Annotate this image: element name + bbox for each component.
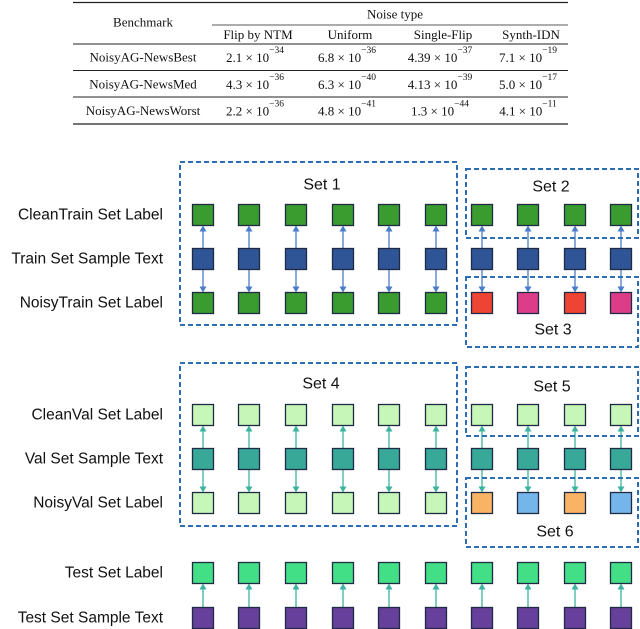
test-label-square <box>472 563 493 584</box>
val-text-square <box>518 449 539 470</box>
exponent: −39 <box>457 73 473 83</box>
column-header: Uniform <box>327 27 373 42</box>
train-text-square <box>193 249 214 270</box>
test-text-square <box>472 608 493 629</box>
arrow-head-icon <box>386 287 393 293</box>
row-label-train-text: Train Set Sample Text <box>11 250 163 268</box>
set-5-label: Set 5 <box>533 378 571 396</box>
set-1-label: Set 1 <box>303 176 341 194</box>
exponent: −36 <box>269 73 284 83</box>
test-text-square <box>193 608 214 629</box>
column-header: Flip by NTM <box>223 27 293 42</box>
arrow-head-icon <box>525 584 532 590</box>
test-text-square <box>518 608 539 629</box>
test-text-square <box>611 608 632 629</box>
arrow-head-icon <box>246 426 253 432</box>
clean-train-label-square <box>426 205 447 226</box>
clean-val-label-square <box>565 405 586 426</box>
times-ten: × 10 <box>334 76 362 92</box>
test-text-square <box>239 608 260 629</box>
mantissa: 6.8 <box>318 49 335 65</box>
test-label-square <box>239 563 260 584</box>
train-text-square <box>426 249 447 270</box>
val-text-square <box>426 449 447 470</box>
clean-val-label-square <box>611 405 632 426</box>
test-text-square <box>333 608 354 629</box>
test-text-square <box>286 608 307 629</box>
arrow-head-icon <box>479 426 486 432</box>
table-cell <box>499 46 557 65</box>
noisy-val-label-square <box>518 493 539 514</box>
noisy-train-label-square <box>611 293 632 314</box>
table-cell <box>408 46 473 65</box>
arrow-head-icon <box>200 426 207 432</box>
times-ten: × 10 <box>427 103 455 118</box>
arrow-head-icon <box>386 584 393 590</box>
test-label-square <box>565 563 586 584</box>
noisy-train-label-square <box>472 293 493 314</box>
arrow-head-icon <box>293 287 300 293</box>
val-text-square <box>333 449 354 470</box>
row-label-clean-val: CleanVal Set Label <box>31 406 163 424</box>
arrow-head-icon <box>340 287 347 293</box>
mantissa: 1.3 <box>411 103 428 118</box>
test-label-square <box>426 563 447 584</box>
table-cell <box>226 46 284 65</box>
mantissa: 6.3 <box>318 76 335 92</box>
noisy-train-label-square <box>426 293 447 314</box>
arrow-head-icon <box>246 487 253 493</box>
noisy-val-label-square <box>333 493 354 514</box>
exponent: −34 <box>269 46 284 56</box>
arrow-head-icon <box>246 584 253 590</box>
train-text-square <box>611 249 632 270</box>
clean-train-label-square <box>611 205 632 226</box>
mantissa: 2.1 <box>226 49 243 65</box>
times-ten: × 10 <box>242 103 270 118</box>
train-text-square <box>286 249 307 270</box>
header-noise-type: Noise type <box>367 6 423 22</box>
row-label-noisy-val: NoisyVal Set Label <box>33 494 163 512</box>
arrow-head-icon <box>572 287 579 293</box>
test-label-square <box>518 563 539 584</box>
noisy-val-label-square <box>472 493 493 514</box>
train-text-square <box>239 249 260 270</box>
arrow-head-icon <box>200 287 207 293</box>
arrow-head-icon <box>479 487 486 493</box>
table-row <box>86 100 557 119</box>
clean-val-label-square <box>286 405 307 426</box>
table-cell <box>499 100 557 119</box>
arrow-head-icon <box>525 426 532 432</box>
arrow-head-icon <box>479 584 486 590</box>
arrow-head-icon <box>433 426 440 432</box>
mantissa: 2.2 <box>226 103 243 118</box>
table-cell <box>226 73 284 92</box>
arrow-head-icon <box>618 584 625 590</box>
benchmark-name: NoisyAG-NewsWorst <box>85 103 201 118</box>
clean-val-label-square <box>333 405 354 426</box>
train-text-square <box>333 249 354 270</box>
row-label-test-text: Test Set Sample Text <box>17 609 163 627</box>
table-row <box>89 73 557 92</box>
test-label-square <box>611 563 632 584</box>
arrow-head-icon <box>572 226 579 232</box>
noisy-train-label-square <box>565 293 586 314</box>
arrow-head-icon <box>340 487 347 493</box>
arrow-head-icon <box>246 287 253 293</box>
train-text-square <box>518 249 539 270</box>
test-text-square <box>426 608 447 629</box>
arrow-head-icon <box>340 426 347 432</box>
arrow-head-icon <box>572 487 579 493</box>
mantissa: 4.3 <box>226 76 243 92</box>
exponent: −17 <box>542 73 557 83</box>
noisy-val-label-square <box>426 493 447 514</box>
val-text-square <box>193 449 214 470</box>
arrow-head-icon <box>572 426 579 432</box>
benchmark-name: NoisyAG-NewsBest <box>89 49 197 65</box>
table-cell <box>226 100 284 119</box>
train-text-square <box>472 249 493 270</box>
column-header: Single-Flip <box>413 27 473 42</box>
times-ten: × 10 <box>515 76 543 92</box>
row-label-val-text: Val Set Sample Text <box>24 450 163 468</box>
exponent: −37 <box>457 46 473 56</box>
noisy-val-label-square <box>286 493 307 514</box>
times-ten: × 10 <box>334 103 362 118</box>
clean-val-label-square <box>472 405 493 426</box>
test-label-square <box>286 563 307 584</box>
clean-train-label-square <box>379 205 400 226</box>
table-cell <box>318 100 376 119</box>
arrow-head-icon <box>618 226 625 232</box>
exponent: −44 <box>454 99 469 110</box>
arrow-head-icon <box>433 287 440 293</box>
val-text-square <box>286 449 307 470</box>
table-cell <box>411 100 469 119</box>
mantissa: 4.8 <box>318 103 335 118</box>
exponent: −11 <box>542 99 557 110</box>
exponent: −36 <box>361 46 376 56</box>
arrow-head-icon <box>386 487 393 493</box>
clean-val-label-square <box>239 405 260 426</box>
arrow-head-icon <box>618 426 625 432</box>
noisy-train-label-square <box>333 293 354 314</box>
clean-train-label-square <box>518 205 539 226</box>
arrow-head-icon <box>618 287 625 293</box>
header-benchmark: Benchmark <box>113 14 173 30</box>
times-ten: × 10 <box>430 49 458 65</box>
val-text-square <box>611 449 632 470</box>
arrow-head-icon <box>293 584 300 590</box>
clean-train-label-square <box>333 205 354 226</box>
noisy-val-label-square <box>611 493 632 514</box>
noisy-train-label-square <box>239 293 260 314</box>
times-ten: × 10 <box>242 76 270 92</box>
clean-val-label-square <box>193 405 214 426</box>
noisy-val-label-square <box>565 493 586 514</box>
clean-train-label-square <box>286 205 307 226</box>
table-cell <box>318 46 376 65</box>
noisy-val-label-square <box>379 493 400 514</box>
val-text-square <box>472 449 493 470</box>
clean-val-label-square <box>379 405 400 426</box>
clean-train-label-square <box>193 205 214 226</box>
test-text-square <box>565 608 586 629</box>
clean-train-label-square <box>239 205 260 226</box>
arrow-head-icon <box>293 226 300 232</box>
arrow-head-icon <box>200 584 207 590</box>
mantissa: 7.1 <box>499 49 516 65</box>
arrow-head-icon <box>479 226 486 232</box>
arrow-head-icon <box>340 226 347 232</box>
test-label-square <box>193 563 214 584</box>
exponent: −19 <box>542 46 557 56</box>
arrow-head-icon <box>433 226 440 232</box>
exponent: −41 <box>361 99 376 110</box>
arrow-head-icon <box>293 426 300 432</box>
clean-val-label-square <box>426 405 447 426</box>
mantissa: 5.0 <box>499 76 516 92</box>
noisy-train-label-square <box>379 293 400 314</box>
mantissa: 4.1 <box>499 103 516 118</box>
column-header: Synth-IDN <box>502 27 560 42</box>
noisy-train-label-square <box>286 293 307 314</box>
arrow-head-icon <box>618 487 625 493</box>
times-ten: × 10 <box>515 49 543 65</box>
noisy-val-label-square <box>239 493 260 514</box>
noisy-train-label-square <box>518 293 539 314</box>
test-text-square <box>379 608 400 629</box>
mantissa: 4.39 <box>407 49 431 65</box>
test-label-square <box>379 563 400 584</box>
set-6-label: Set 6 <box>536 523 574 541</box>
row-label-noisy-train: NoisyTrain Set Label <box>19 294 163 312</box>
times-ten: × 10 <box>334 49 362 65</box>
val-text-square <box>239 449 260 470</box>
arrow-head-icon <box>433 487 440 493</box>
arrow-head-icon <box>386 426 393 432</box>
set-4-label: Set 4 <box>302 375 340 393</box>
train-text-square <box>565 249 586 270</box>
train-text-square <box>379 249 400 270</box>
dataset-diagram <box>11 162 638 629</box>
times-ten: × 10 <box>430 76 458 92</box>
noisy-train-label-square <box>193 293 214 314</box>
val-text-square <box>565 449 586 470</box>
arrow-head-icon <box>246 226 253 232</box>
clean-train-label-square <box>472 205 493 226</box>
arrow-head-icon <box>525 226 532 232</box>
arrow-head-icon <box>525 487 532 493</box>
table-row <box>90 46 558 65</box>
row-label-clean-train: CleanTrain Set Label <box>17 206 163 224</box>
clean-val-label-square <box>518 405 539 426</box>
arrow-head-icon <box>340 584 347 590</box>
set-3-label: Set 3 <box>534 321 572 339</box>
arrow-head-icon <box>386 226 393 232</box>
arrow-head-icon <box>200 226 207 232</box>
arrow-head-icon <box>479 287 486 293</box>
results-table <box>73 3 568 125</box>
set-2-label: Set 2 <box>532 178 570 196</box>
table-cell <box>408 73 473 92</box>
test-label-square <box>333 563 354 584</box>
benchmark-name: NoisyAG-NewsMed <box>89 76 197 92</box>
table-cell <box>318 73 376 92</box>
arrow-head-icon <box>572 584 579 590</box>
arrow-head-icon <box>525 287 532 293</box>
arrow-head-icon <box>433 584 440 590</box>
times-ten: × 10 <box>242 49 270 65</box>
val-text-square <box>379 449 400 470</box>
noisy-val-label-square <box>193 493 214 514</box>
exponent: −36 <box>269 99 284 110</box>
clean-train-label-square <box>565 205 586 226</box>
mantissa: 4.13 <box>407 76 431 92</box>
times-ten: × 10 <box>515 103 543 118</box>
table-cell <box>499 73 557 92</box>
row-label-test-label: Test Set Label <box>64 564 163 582</box>
exponent: −40 <box>361 73 376 83</box>
arrow-head-icon <box>293 487 300 493</box>
arrow-head-icon <box>200 487 207 493</box>
